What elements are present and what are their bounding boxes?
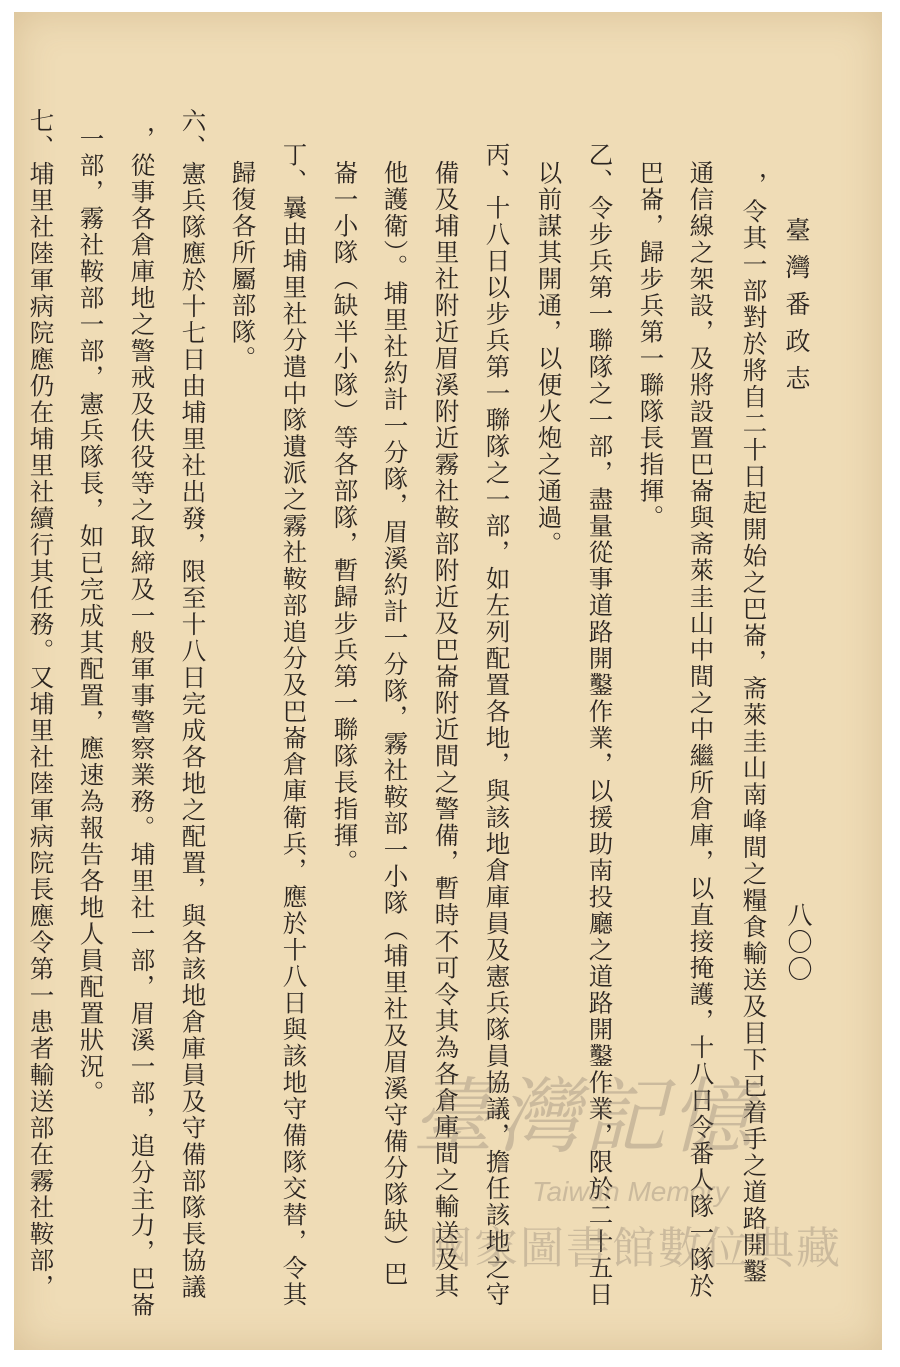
text-column: 一部，霧社鞍部一部，憲兵隊長，如已完成其配置，應速為報告各地人員配置狀況。 <box>76 126 106 1107</box>
text-column: 通信線之架設，及將設置巴崙與斋萊圭山中間之中繼所倉庫，以直接掩護，十八日令番人隊一隊於 <box>686 160 716 1300</box>
text-column: ，令其一部對於將自二十日起開始之巴崙，斋萊圭山南峰間之糧食輸送及目下已着手之道路開鑿 <box>739 172 769 1285</box>
watermark-organization: 國家圖書館數位典藏 <box>428 1223 842 1274</box>
text-column: 崙一小隊（缺半小隊）等各部隊，暫歸步兵第一聯隊長指揮。 <box>330 160 360 876</box>
watermark-logo-text: 臺灣記憶 <box>412 1070 756 1165</box>
document-page <box>14 12 882 1350</box>
text-column: ，從事各倉庫地之警戒及伕役等之取締及一般軍事警察業務。埔里社一部，眉溪一部，追分主力，巴崙 <box>127 126 157 1319</box>
text-column: 備及埔里社附近眉溪附近霧社鞍部附近及巴崙附近間之警備，暫時不可令其為各倉庫間之輸送及其 <box>431 160 461 1300</box>
watermark <box>412 1052 852 1292</box>
text-column: 六、憲兵隊應於十七日由埔里社出發，限至十八日完成各地之配置，與各該地倉庫員及守備部隊長協議 <box>178 108 208 1301</box>
text-column: 丙、十八日以步兵第一聯隊之一部，如左列配置各地，與該地倉庫員及憲兵隊員協議，擔任該地之守 <box>482 142 512 1308</box>
text-column: 巴崙，歸步兵第一聯隊長指揮。 <box>636 160 666 531</box>
book-title: 臺灣番政志 <box>782 217 811 402</box>
text-column: 以前謀其開通，以便火炮之通過。 <box>534 160 564 558</box>
text-column: 歸復各所屬部隊。 <box>228 160 258 372</box>
watermark-english: Taiwan Memory <box>532 1176 729 1207</box>
text-column: 乙、令步兵第一聯隊之一部，盡量從事道路開鑿作業，以援助南投廳之道路開鑿作業，限於二十五日 <box>585 142 615 1308</box>
text-column: 丁、曩由埔里社分遣中隊遺派之霧社鞍部追分及巴崙倉庫衛兵，應於十八日與該地守備隊交替，令其 <box>279 142 309 1308</box>
text-column: 七、埔里社陸軍病院應仍在埔里社續行其任務。又埔里社陸軍病院長應令第一患者輸送部在霧社鞍部， <box>26 108 56 1301</box>
page-number: 八〇〇 <box>784 902 813 983</box>
text-column: 他護衛）。埔里社約計一分隊，眉溪約計一分隊，霧社鞍部一小隊（埔里社及眉溪守備分隊缺）巴 <box>380 160 410 1288</box>
